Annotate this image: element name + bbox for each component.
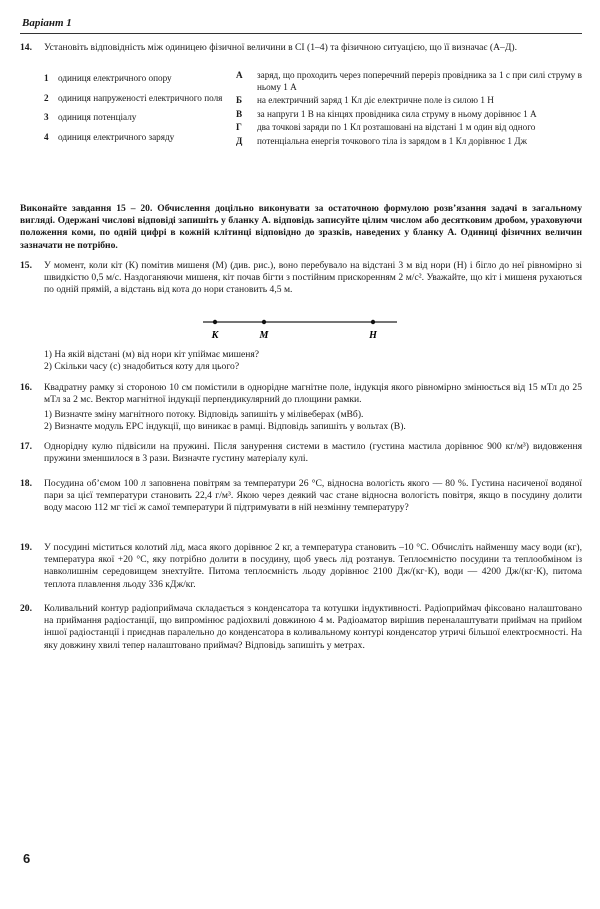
- question-17: [20, 441, 582, 465]
- item-text: два точкові заряди по 1 Кл розташовані на відстані 1 м один від одного: [257, 122, 536, 133]
- item-text: потенціальна енергія точкового тіла із зарядом в 1 Кл дорівнює 1 Дж: [257, 135, 527, 146]
- cat-mouse-diagram: [195, 316, 405, 346]
- question-text: Установіть відповідність між одиницею фізичної величини в СІ (1–4) та фізичною ситуацією, що її визначає (А–Д).: [44, 42, 517, 53]
- variant-header: Варіант 1: [22, 17, 72, 29]
- question-14: [20, 42, 582, 54]
- question-text: Квадратну рамку зі стороною 10 см помістили в однорідне магнітне поле, індукція якого рівномірно змінюється від 15 мТл до 25 мТл за 2 мс. Вектор магнітної індукції перпендикулярний до площини рамки.: [44, 382, 582, 406]
- item-text: заряд, що проходить через поперечний переріз провідника за 1 с при силі струму в ньому 1 А: [257, 70, 582, 92]
- match-left-item: [44, 93, 229, 105]
- match-left-item: [44, 132, 229, 144]
- question-number: 17.: [20, 441, 32, 452]
- question-19: [20, 542, 582, 591]
- item-number: 4: [44, 131, 49, 142]
- header-rule: [20, 33, 582, 34]
- match-left-item: [44, 73, 229, 85]
- match-right-item: [236, 70, 582, 93]
- subquestion: 1) Визначте зміну магнітного потоку. Відповідь запишіть у мілівеберах (мВб).: [44, 409, 364, 420]
- question-15: [20, 260, 582, 297]
- label-m: М: [259, 330, 269, 341]
- item-number: 1: [44, 73, 49, 83]
- subquestion: 1) На якій відстані (м) від нори кіт упіймає мишеня?: [44, 349, 260, 360]
- item-text: одиниця напруженості електричного поля: [58, 92, 223, 103]
- point-m: [262, 320, 266, 324]
- item-letter: Б: [236, 95, 243, 106]
- question-text: Посудина об’ємом 100 л заповнена повітрям за температури 26 °С, відносна вологість якого — 80 %. Густина насиченої водяної пари за цієї температури становить 22,4 г/м³. Якою через деякий час стане відносна вологість повітря, якщо в посудину долити воду масою 112 мг тієї ж самої температури й підтримувати в ній незмінну температуру?: [44, 478, 582, 514]
- page-number: 6: [23, 851, 31, 866]
- match-right-item: [236, 95, 582, 107]
- item-letter: А: [236, 70, 243, 80]
- question-number: 18.: [20, 478, 32, 489]
- item-text: одиниця потенціалу: [58, 112, 137, 123]
- item-text: одиниця електричного опору: [58, 73, 172, 83]
- item-text: за напруги 1 В на кінцях провідника сила струму в ньому дорівнює 1 А: [257, 108, 537, 119]
- match-right-item: [236, 136, 582, 148]
- point-k: [213, 320, 217, 324]
- instructions-block: Виконайте завдання 15 – 20. Обчислення доцільно виконувати за остаточною формулою розв’язання задачі в загальному вигляді. Одержані числові відповіді запишіть у бланку А. відповідь записуйте цілим числом або десятковим дробом, ураховуючи положення коми, по одній цифрі в кожній клітинці відповідно до зразків, наведених у бланку А. Одиниці фізичних величин зазначати не потрібно.: [20, 203, 582, 251]
- question-number: 16.: [20, 382, 32, 393]
- question-text: У посудині міститься колотий лід, маса якого дорівнює 2 кг, а температура становить –10 °С. Обчисліть найменшу масу води (кг), температура якої +20 °С, яку потрібно долити в посудину, щоб увесь лід розтанув. Теплоємністю посудини та теплообміном із навколишнім середовищем знехтуйте. Питома теплоємність льоду дорівнює 2100 Дж/(кг·К), води — 4200 Дж/(кг·К), питома теплота плавлення льоду 336 кДж/кг.: [44, 542, 582, 590]
- item-number: 2: [44, 92, 49, 103]
- item-number: 3: [44, 112, 49, 123]
- subquestion: 2) Скільки часу (с) знадобиться коту для цього?: [44, 361, 240, 373]
- question-text: Однорідну кулю підвісили на пружині. Після занурення системи в мастило (густина мастила дорівнює 900 кг/м³) видовження пружини зменшилося в 3 рази. Визначте густину матеріалу кулі.: [44, 441, 582, 465]
- question-number: 20.: [20, 603, 32, 614]
- match-right-column: [236, 70, 582, 150]
- subquestion: 2) Визначте модуль ЕРС індукції, що виникає в рамці. Відповідь запишіть у вольтах (В).: [44, 421, 406, 433]
- question-16: [20, 382, 582, 406]
- question-number: 14.: [20, 42, 32, 53]
- question-18: [20, 478, 582, 515]
- item-letter: В: [236, 108, 243, 119]
- question-20: [20, 603, 582, 652]
- question-number: 19.: [20, 542, 32, 553]
- question-15-subquestions: [44, 349, 564, 374]
- item-letter: Г: [236, 122, 242, 133]
- match-right-item: [236, 109, 582, 121]
- question-text: У момент, коли кіт (К) помітив мишеня (М) (див. рис.), воно перебувало на відстані 3 м від нори (Н) і бігло до неї рівномірно зі швидкістю 0,5 м/с. Наздоганяючи мишеня, кіт почав бігти з постійним прискоренням 2 м/с². Уважайте, що кіт і мишеня рухаються по одній прямій, а відстань від кота до нори становить 4,5 м.: [44, 260, 582, 296]
- question-16-subquestions: [44, 409, 574, 434]
- match-right-item: [236, 122, 582, 134]
- match-left-column: [44, 73, 229, 151]
- item-text: одиниця електричного заряду: [58, 131, 175, 142]
- item-letter: Д: [236, 135, 243, 146]
- item-text: на електричний заряд 1 Кл діє електричне поле із силою 1 Н: [257, 95, 494, 106]
- question-number: 15.: [20, 260, 32, 271]
- match-left-item: [44, 112, 229, 124]
- label-h: Н: [369, 330, 377, 341]
- label-k: К: [211, 330, 219, 341]
- point-h: [371, 320, 375, 324]
- question-text: Коливальний контур радіоприймача складається з конденсатора та котушки індуктивності. Радіоприймач фіксовано налаштовано на приймання радіостанції, що випромінює радіохвилі довжиною 4 м. Радіоаматор вирішив переналаштувати приймач на прийом іншої радіостанції і приєднав паралельно до конденсатора в коливальному контурі конденсатор утричі більшої електроємності. На яку довжину хвилі тепер налаштовано приймач? Відповідь запишіть у метрах.: [44, 603, 582, 651]
